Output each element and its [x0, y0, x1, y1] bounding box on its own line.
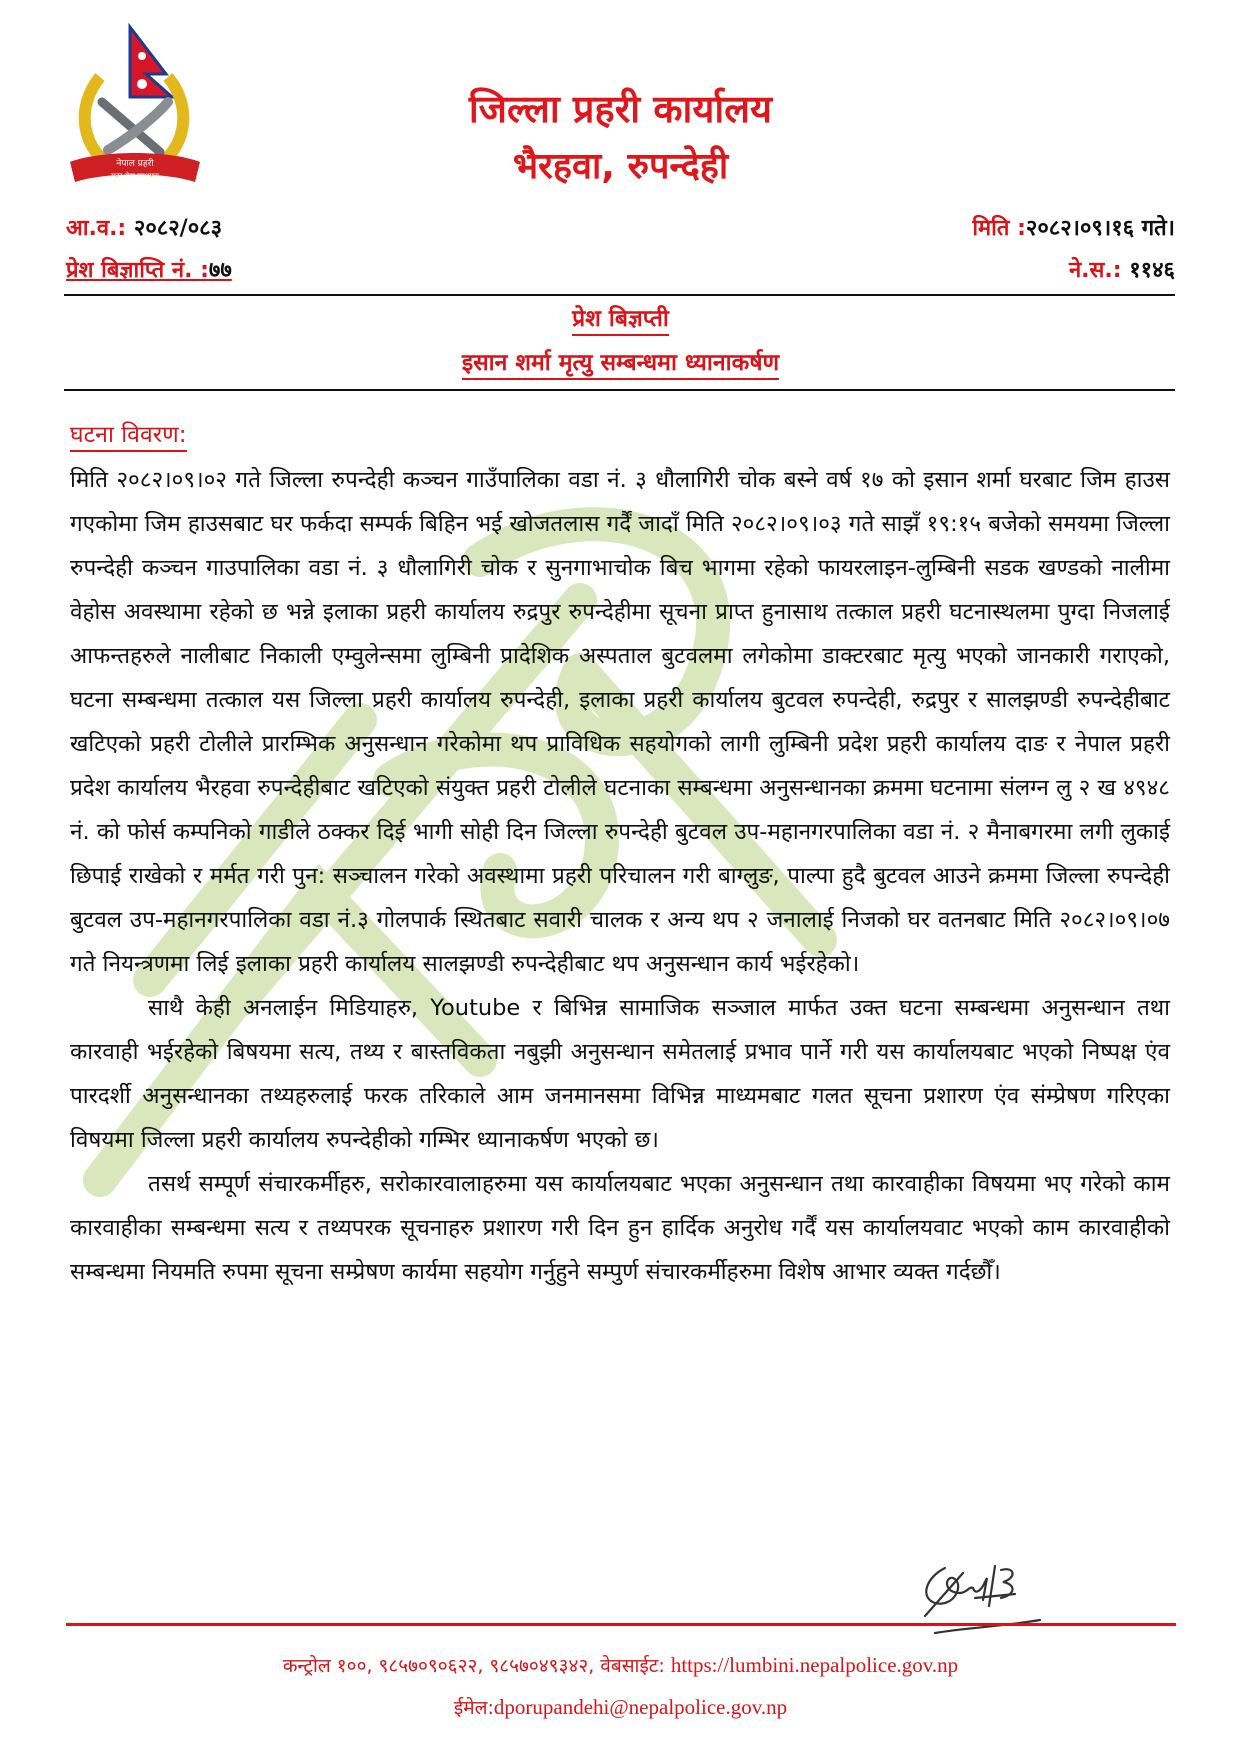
office-name: जिल्ला प्रहरी कार्यालय — [468, 87, 773, 131]
fiscal-year — [66, 212, 222, 242]
ns-label: ने.स.: — [1068, 258, 1122, 283]
footer-email — [0, 1694, 1241, 1720]
press-release-body — [70, 458, 1170, 1294]
paragraph-media-concern: साथै केही अनलाईन मिडियाहरु, Youtube र बिभिन्न सामाजिक सञ्जाल मार्फत उक्त घटना सम्बन्धमा अनुसन्धान तथा कारवाही भईरहेको बिषयमा सत्य, तथ्य र बास्तविकता नबुझी अनुसन्धान समेतलाई प्रभाव पार्ने गरी यस कार्यालयबाट भएको निष्पक्ष एंव पारदर्शी अनुसन्धानका तथ्यहरुलाई फरक तरिकाले आम जनमानसमा विभिन्न माध्यमबाट गलत सूचना प्रशारण एंव संम्प्रेषण गरिएका विषयमा जिल्ला प्रहरी कार्यालय रुपन्देहीको गम्भिर ध्यानाकर्षण भएको छ। — [70, 995, 1170, 1153]
ns-value: ११४६ — [1121, 258, 1175, 283]
subject-heading — [0, 345, 1241, 377]
website-link[interactable]: https://lumbini.nepalpolice.gov.np — [670, 1653, 959, 1677]
emblem-ribbon-text: नेपाल प्रहरी — [116, 159, 154, 169]
document-type-heading — [0, 301, 1241, 333]
date-label: मिति : — [972, 216, 1026, 241]
incident-details-heading: घटना विवरण: — [70, 420, 187, 452]
office-location: भैरहवा, रुपन्देही — [512, 146, 729, 187]
fiscal-year-value: २०८२/०८३ — [126, 216, 223, 241]
email-label: ईमेल: — [453, 1697, 494, 1719]
paragraph-request: तसर्थ सम्पूर्ण संचारकर्मीहरु, सरोकारवालाहरुमा यस कार्यालयबाट भएका अनुसन्धान तथा कारवाहीका विषयमा भए गरेको काम कारवाहीका सम्बन्धमा सत्य र तथ्यपरक सूचनाहरु प्रशारण गरी दिन हुन हार्दिक अनुरोध गर्दैं यस कार्यालयवाट भएको काम कारवाहीको सम्बन्धमा नियमति रुपमा सूचना सम्प्रेषण कार्यमा सहयोग गर्नुहुने सम्पुर्ण संचारकर्मीहरुमा विशेष आभार व्यक्त गर्दछौँ। — [70, 1171, 1170, 1285]
issue-date — [972, 212, 1175, 242]
date-value: २०८२।०९।१६ गते। — [1025, 216, 1175, 241]
fiscal-year-label: आ.व.: — [66, 216, 127, 241]
press-release-number — [66, 254, 232, 284]
emblem-motto-text: सदर सेवा सुरक्षणम् — [110, 172, 160, 180]
press-no-value: ७७ — [208, 258, 232, 283]
paragraph-incident: मिति २०८२।०९।०२ गते जिल्ला रुपन्देही कञ्चन गाउँपालिका वडा नं. ३ धौलागिरी चोक बस्ने वर्ष १७ को इसान शर्मा घरबाट जिम हाउस गएकोमा जिम हाउसबाट घर फर्कदा सम्पर्क बिहिन भई खोजतलास गर्दैं जादाँ मिति २०८२।०९।०३ गते साझँ १९:१५ बजेको समयमा जिल्ला रुपन्देही कञ्चन गाउपालिका वडा नं. ३ धौलागिरी चोक र सुनगाभाचोक बिच भागमा रहेको फायरलाइन-लुम्बिनी सडक खण्डको नालीमा वेहोस अवस्थामा रहेको छ भन्ने इलाका प्रहरी कार्यालय रुद्रपुर रुपन्देहीमा सूचना प्राप्त हुनासाथ तत्काल प्रहरी घटनास्थलमा पुग्दा निजलाई आफन्तहरुले नालीबाट निकाली एम्वुलेन्समा लुम्बिनी प्रादेशिक अस्पताल बुटवलमा लगेकोमा डाक्टरबाट मृत्यु भएको जानकारी गराएको, घटना सम्बन्धमा तत्काल यस जिल्ला प्रहरी कार्यालय रुपन्देही, इलाका प्रहरी कार्यालय बुटवल रुपन्देही, रुद्रपुर र सालझण्डी रुपन्देहीबाट खटिएको प्रहरी टोलीले प्रारम्भिक अनुसन्धान गरेकोमा थप प्राविधिक सहयोगको लागी लुम्बिनी प्रदेश प्रहरी कार्यालय दाङ र नेपाल प्रहरी प्रदेश कार्यालय भैरहवा रुपन्देहीबाट खटिएको संयुक्त प्रहरी टोलीले घटनाका सम्बन्धमा अनुसन्धानका क्रममा घटनामा संलग्न लु २ ख ४९४८ नं. को फोर्स कम्पनिको गाडीले ठक्कर दिई भागी सोही दिन जिल्ला रुपन्देही बुटवल उप-महानगरपालिका वडा नं. २ मैनाबगरमा लगी लुकाई छिपाई राखेको र मर्मत गरी पुन: सञ्चालन गरेको अवस्थामा प्रहरी परिचालन गरी बाग्लुङ, पाल्पा हुदै बुटवल आउने क्रममा जिल्ला रुपन्देही बुटवल उप-महानगरपालिका वडा नं.३ गोलपार्क स्थितबाट सवारी चालक र अन्य थप २ जनालाई निजको घर वतनबाट मिति २०८२।०९।०७ गते नियन्त्रणमा लिई इलाका प्रहरी कार्यालय सालझण्डी रुपन्देहीबाट थप अनुसन्धान कार्य भईरहेको। — [70, 467, 1170, 977]
document-type-text: प्रेश बिज्ञप्ती — [572, 306, 669, 336]
email-link[interactable]: dporupandehi@nepalpolice.gov.np — [493, 1695, 788, 1719]
press-no-label: प्रेश बिज्ञाप्ति नं. : — [66, 258, 209, 283]
header-divider — [64, 294, 1175, 296]
subject-text: इसान शर्मा मृत्यु सम्बन्धमा ध्यानाकर्षण — [462, 350, 779, 380]
nepal-sambat — [1069, 254, 1175, 284]
contact-numbers: कन्ट्रोल १००, ९८५७०९०६२२, ९८५७०४९३४२, वेबसाईट: — [282, 1655, 671, 1677]
subject-divider — [64, 389, 1175, 391]
footer-divider — [66, 1623, 1176, 1626]
footer-contact — [0, 1652, 1241, 1678]
